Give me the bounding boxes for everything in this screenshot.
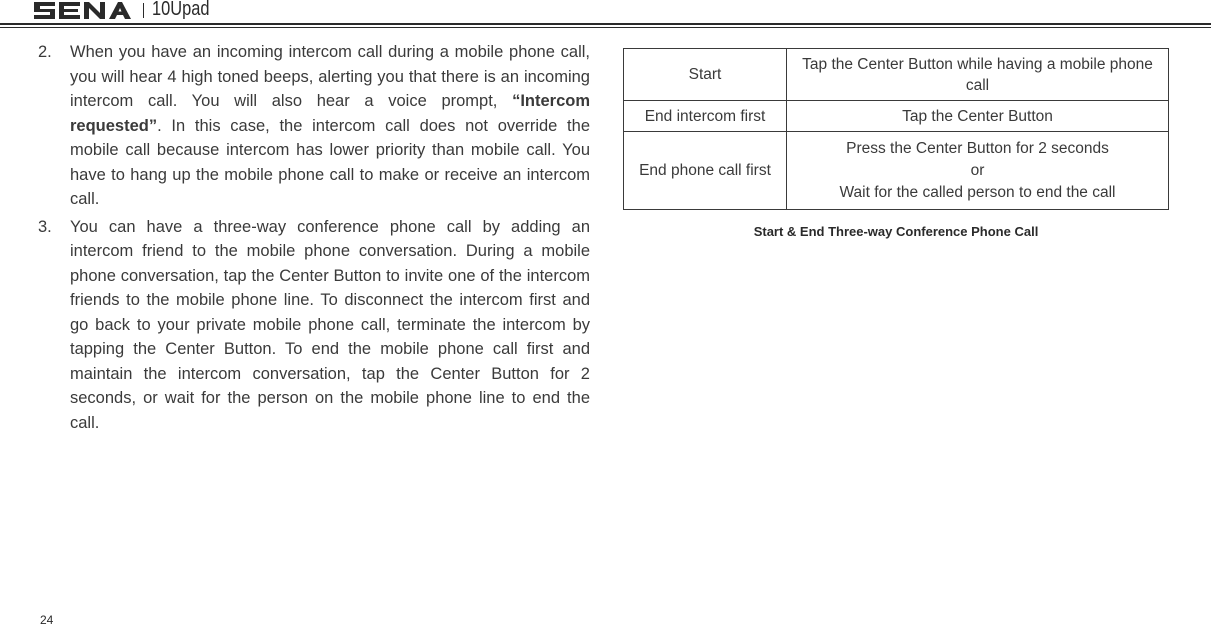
list-item-number: 3. bbox=[38, 217, 52, 236]
sena-logo-mark bbox=[33, 1, 131, 20]
instruction-line: Press the Center Button for 2 seconds bbox=[846, 140, 1109, 157]
brand-text bbox=[33, 20, 34, 21]
table-cell-action: Start bbox=[624, 49, 787, 101]
table-caption: Start & End Three-way Conference Phone Call bbox=[753, 224, 1039, 239]
table-cell-instruction: Tap the Center Button bbox=[787, 101, 1169, 132]
voice-prompt-text: “Intercom requested” bbox=[70, 92, 590, 135]
page-header bbox=[0, 0, 1211, 30]
list-item-number: 2. bbox=[38, 43, 52, 61]
header-rule-bottom bbox=[0, 27, 1211, 28]
page-number: 24 bbox=[40, 613, 54, 627]
instruction-list bbox=[38, 40, 590, 438]
instruction-line: Wait for the called person to end the call bbox=[839, 184, 1116, 201]
table-row bbox=[624, 132, 1169, 210]
table-cell-action: End intercom first bbox=[624, 101, 787, 132]
sena-logo bbox=[33, 1, 131, 20]
table-cell-instruction: Tap the Center Button while having a mobile phone call bbox=[787, 49, 1169, 101]
conference-call-table bbox=[623, 48, 1169, 210]
table-cell-action: End phone call first bbox=[624, 132, 787, 210]
table-cell-instruction bbox=[787, 132, 1169, 210]
table-row bbox=[624, 101, 1169, 132]
product-name: 10Upad bbox=[152, 0, 210, 20]
list-item bbox=[38, 215, 590, 436]
instruction-line: or bbox=[970, 162, 985, 179]
list-item bbox=[38, 40, 590, 212]
header-rule-top bbox=[0, 23, 1211, 25]
list-item-text: When you have an incoming intercom call during a mobile phone call, you will hear 4 high toned beeps, alerting you that there is an incoming intercom call. You will also hear a voice prompt, bbox=[70, 43, 590, 110]
list-item-text-continued: . In this case, the intercom call does not override the mobile call because intercom has lower priority than mobile call. You have to hang up the mobile phone call to make or receive an intercom call. bbox=[70, 116, 590, 208]
header-divider bbox=[143, 3, 144, 18]
table-row bbox=[624, 49, 1169, 101]
list-item-text: You can have a three-way conference phone call by adding an intercom friend to the mobile phone conversation. During a mobile phone conversation, tap the Center Button to invite one of the intercom friends to the mobile phone line. To disconnect the intercom first and go back to your private mobile phone call, terminate the intercom by tapping the Center Button. To end the mobile phone call first and maintain the intercom conversation, tap the Center Button for 2 seconds, or wait for the person on the mobile phone line to end the call. bbox=[70, 217, 590, 432]
